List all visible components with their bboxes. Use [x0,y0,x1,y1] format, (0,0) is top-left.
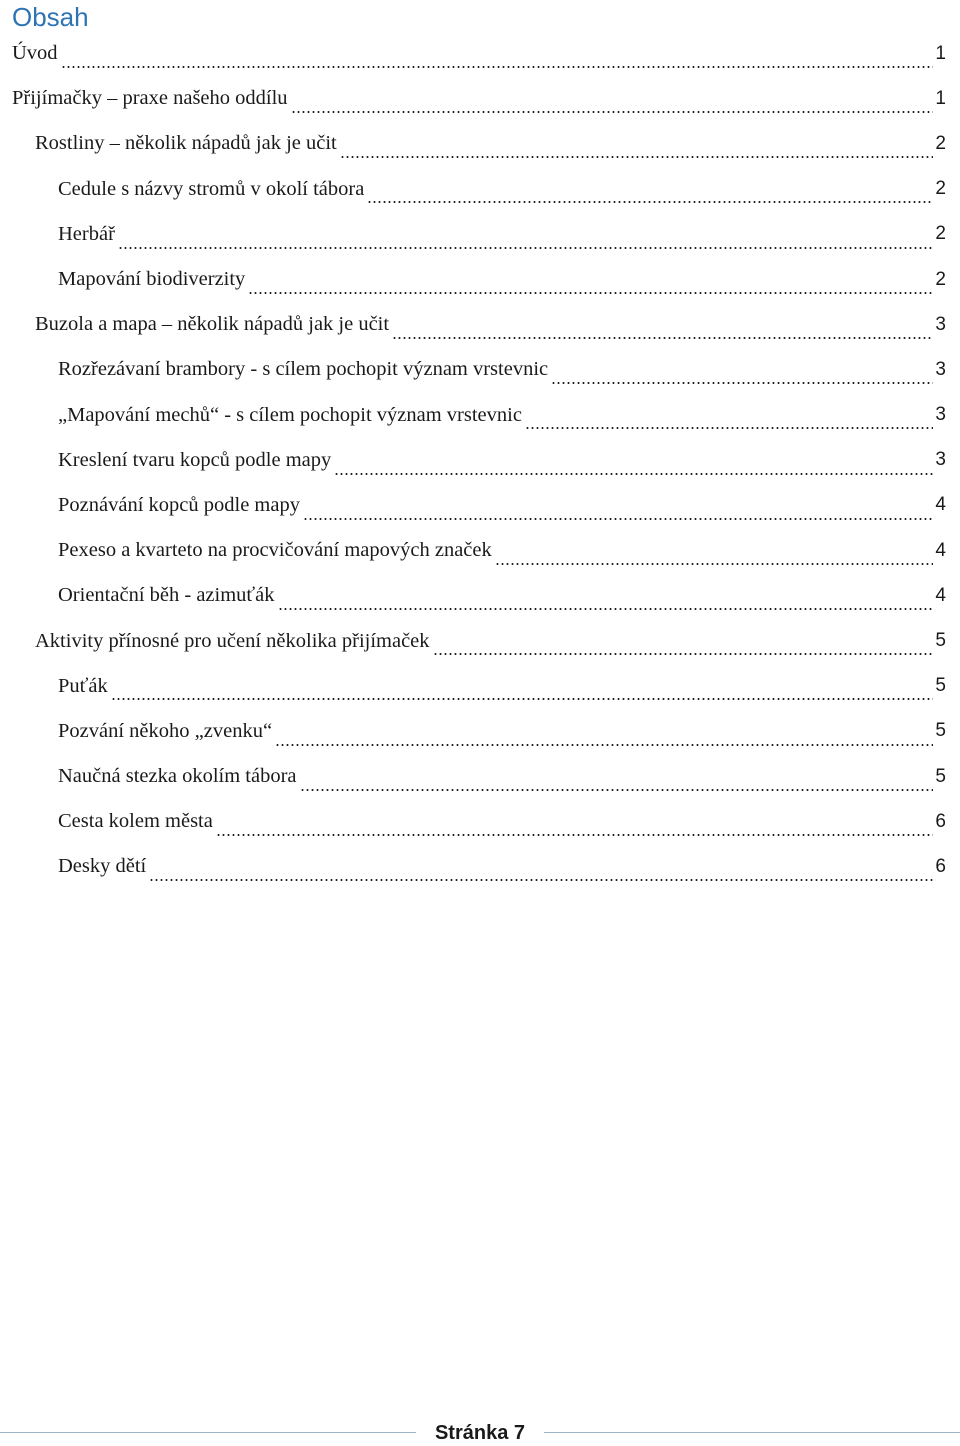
dot-leader [551,363,933,386]
toc-entry-page: 6 [935,855,946,877]
dot-leader [118,227,934,250]
toc-entry[interactable] [0,302,960,347]
toc-entry-title: Pozvání někoho „zvenku“ [58,719,273,742]
page-footer [0,1420,960,1444]
dot-leader [149,860,933,883]
toc-entry[interactable] [0,664,960,709]
page-number: Stránka 7 [416,1420,544,1446]
toc-entry-title: Pexeso a kvarteto na procvičování mapových značek [58,539,492,562]
toc-entry-title: Cesta kolem města [58,810,213,833]
dot-leader [291,92,934,115]
dot-leader [300,769,934,792]
table-of-contents [0,31,960,890]
dot-leader [525,408,933,431]
toc-entry[interactable] [0,393,960,438]
dot-leader [275,724,933,747]
toc-entry-page: 1 [935,42,946,64]
toc-entry-title: Rozřezávaní brambory - s cílem pochopit význam vrstevnic [58,358,549,381]
toc-entry-page: 3 [935,449,946,471]
dot-leader [495,543,934,566]
toc-entry[interactable] [0,754,960,799]
dot-leader [61,46,934,69]
toc-entry[interactable] [0,618,960,663]
toc-entry-title: Buzola a mapa – několik nápadů jak je učit [35,313,390,336]
dot-leader [392,317,933,340]
toc-entry-page: 3 [935,404,946,426]
toc-entry-page: 3 [935,358,946,380]
toc-entry-page: 5 [935,765,946,787]
dot-leader [340,137,934,160]
toc-entry-title: Rostliny – několik nápadů jak je učit [35,132,337,155]
dot-leader [367,182,933,205]
toc-entry-page: 4 [935,539,946,561]
toc-heading: Obsah [12,2,89,32]
dot-leader [278,589,934,612]
toc-entry-page: 6 [935,810,946,832]
toc-entry-page: 5 [935,720,946,742]
toc-entry-page: 4 [935,584,946,606]
toc-entry[interactable] [0,844,960,889]
toc-entry-page: 1 [935,87,946,109]
dot-leader [303,498,933,521]
dot-leader [433,634,934,657]
toc-entry[interactable] [0,257,960,302]
toc-entry-title: Desky dětí [58,855,147,878]
toc-entry[interactable] [0,121,960,166]
toc-entry-title: Naučná stezka okolím tábora [58,765,297,788]
toc-entry[interactable] [0,212,960,257]
toc-entry[interactable] [0,483,960,528]
toc-entry-page: 2 [935,223,946,245]
toc-entry-title: Přijímačky – praxe našeho oddílu [12,87,288,110]
toc-entry-title: Aktivity přínosné pro učení několika přijímaček [35,629,430,652]
toc-entry-title: Herbář [58,222,115,245]
toc-entry-page: 5 [935,675,946,697]
toc-entry[interactable] [0,799,960,844]
toc-entry-title: Puťák [58,674,108,697]
toc-entry-title: Orientační běh - azimuťák [58,584,275,607]
toc-entry-page: 4 [935,494,946,516]
toc-entry-page: 2 [935,268,946,290]
toc-entry[interactable] [0,347,960,392]
toc-entry-title: Mapování biodiverzity [58,268,246,291]
toc-entry[interactable] [0,438,960,483]
dot-leader [111,679,934,702]
dot-leader [334,453,933,476]
toc-entry[interactable] [0,528,960,573]
dot-leader [216,815,934,838]
toc-entry-page: 2 [935,178,946,200]
toc-entry[interactable] [0,709,960,754]
toc-entry-page: 5 [935,630,946,652]
toc-entry-title: Cedule s názvy stromů v okolí tábora [58,177,365,200]
toc-entry[interactable] [0,167,960,212]
toc-entry-title: Kreslení tvaru kopců podle mapy [58,448,332,471]
toc-entry-title: Úvod [12,42,58,65]
toc-entry-title: „Mapování mechů“ - s cílem pochopit význam vrstevnic [58,403,522,426]
toc-entry-page: 2 [935,132,946,154]
toc-entry[interactable] [0,76,960,121]
toc-entry-page: 3 [935,313,946,335]
dot-leader [248,272,933,295]
toc-entry[interactable] [0,573,960,618]
toc-entry-title: Poznávání kopců podle mapy [58,493,300,516]
toc-entry[interactable] [0,31,960,76]
